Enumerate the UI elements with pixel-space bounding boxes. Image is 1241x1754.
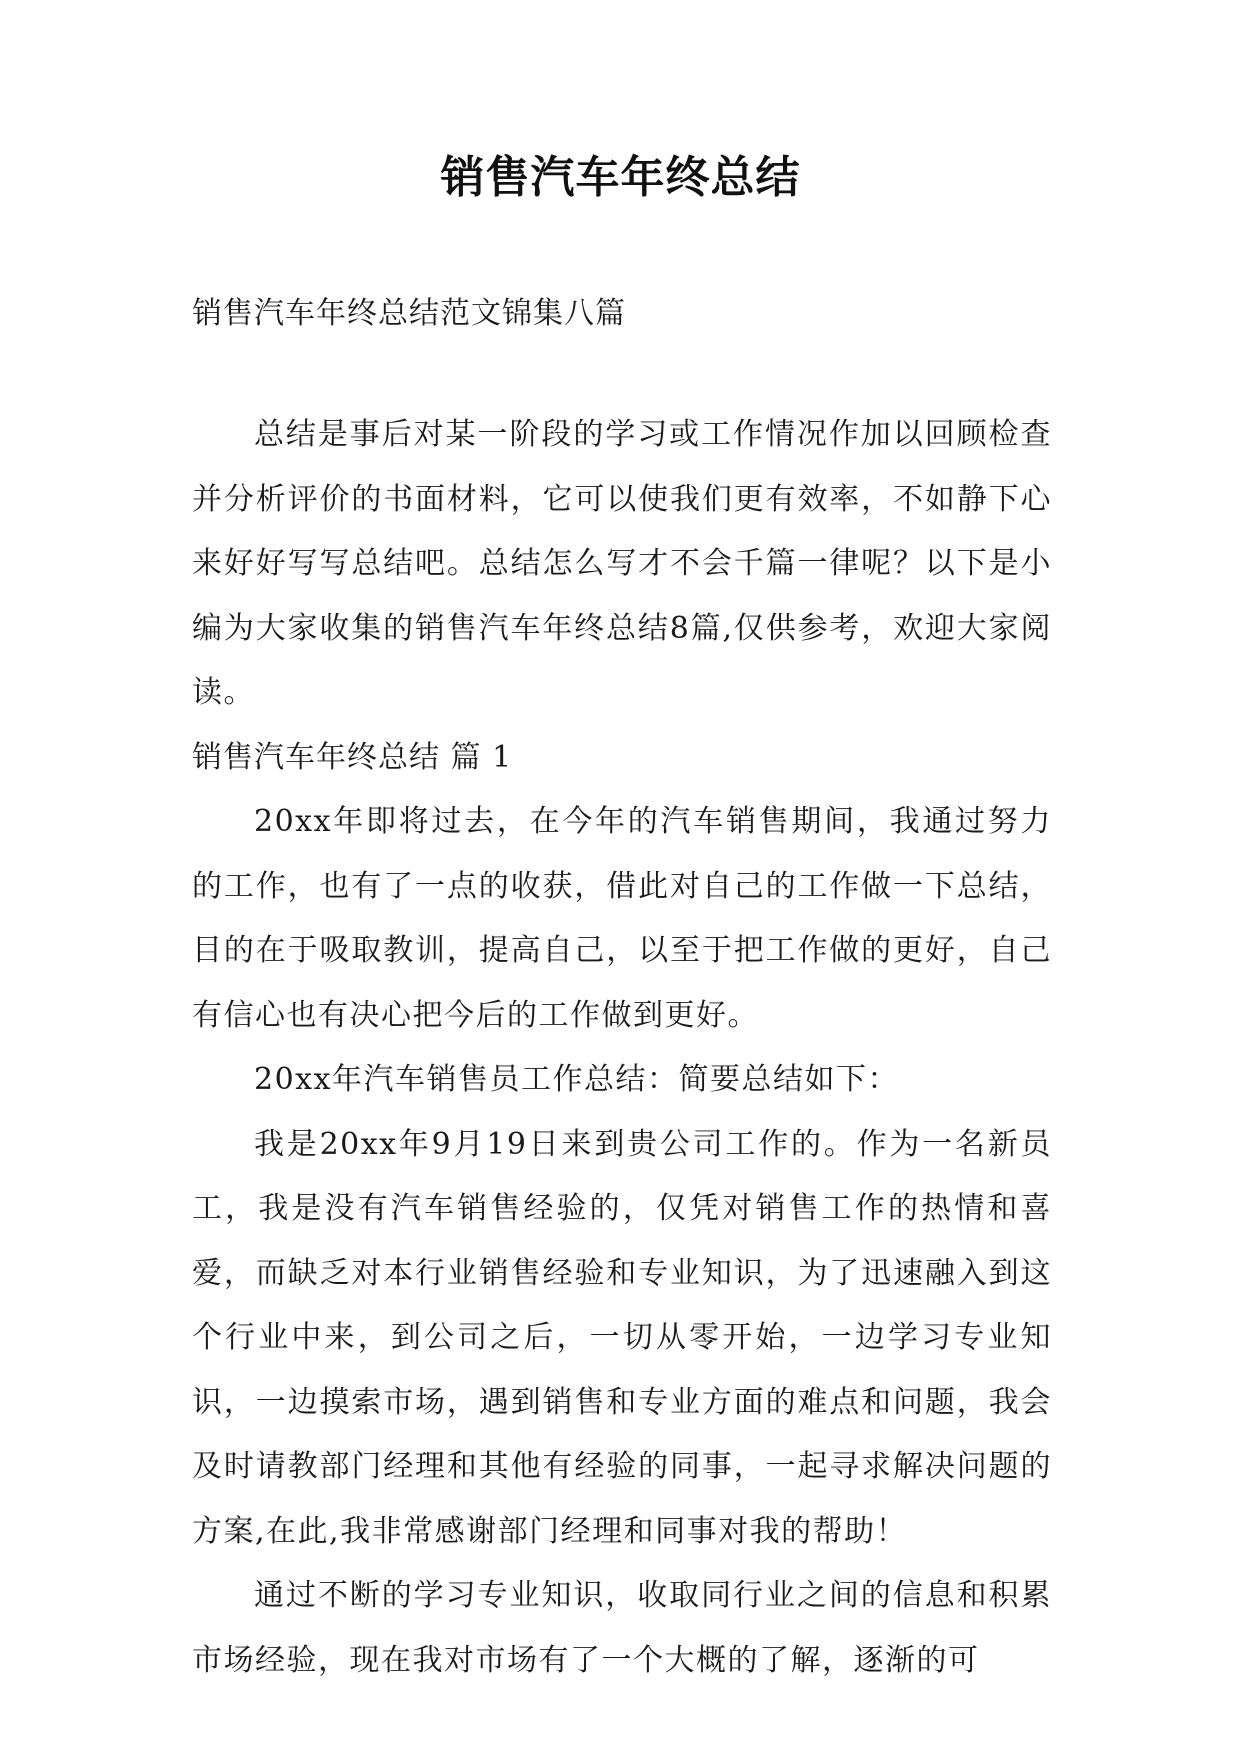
section-heading: 销售汽车年终总结 篇 1 — [192, 739, 513, 775]
body-paragraph: 通过不断的学习专业知识，收取同行业之间的信息和积累市场经验，现在我对市场有了一个大概的了解，逐渐的可 — [192, 1578, 1052, 1678]
intro-paragraph: 总结是事后对某一阶段的学习或工作情况作加以回顾检查并分析评价的书面材料，它可以使我们更有效率，不如静下心来好好写写总结吧。总结怎么写才不会千篇一律呢？以下是小编为大家收集的销售汽车年终总结8篇,仅供参考，欢迎大家阅读。 — [192, 417, 1052, 710]
body-paragraph: 20xx年即将过去，在今年的汽车销售期间，我通过努力的工作，也有了一点的收获，借此对自己的工作做一下总结，目的在于吸取教训，提高自己，以至于把工作做的更好，自己有信心也有决心把今后的工作做到更好。 — [192, 804, 1052, 1033]
document-title: 销售汽车年终总结 — [440, 152, 801, 203]
document-subtitle: 销售汽车年终总结范文锦集八篇 — [192, 296, 626, 331]
body-paragraph: 20xx年汽车销售员工作总结：简要总结如下： — [254, 1062, 900, 1097]
document-body — [192, 403, 1052, 1693]
body-paragraph: 我是20xx年9月19日来到贵公司工作的。作为一名新员工，我是没有汽车销售经验的，仅凭对销售工作的热情和喜爱，而缺乏对本行业销售经验和专业知识，为了迅速融入到这个行业中来，到公司之后，一切从零开始，一边学习专业知识，一边摸索市场，遇到销售和专业方面的难点和问题，我会及时请教部门经理和其他有经验的同事，一起寻求解决问题的方案,在此,我非常感谢部门经理和同事对我的帮助！ — [192, 1126, 1052, 1549]
